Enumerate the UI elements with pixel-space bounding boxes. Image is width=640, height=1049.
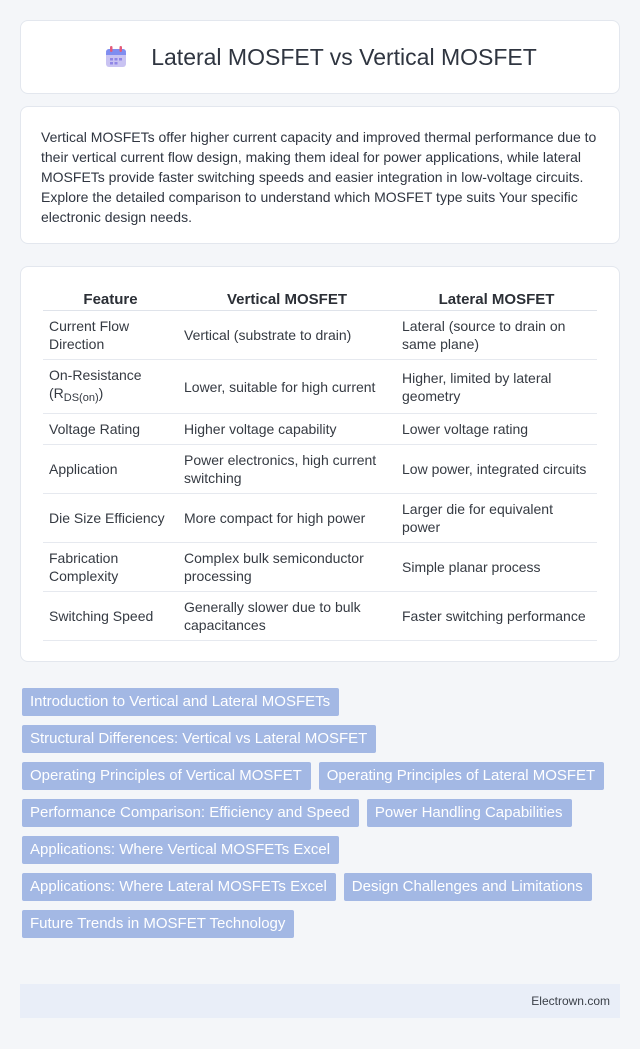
row-lateral: Lateral (source to drain on same plane) bbox=[396, 311, 597, 360]
row-vertical: Generally slower due to bulk capacitances bbox=[178, 592, 396, 641]
rds-close: ) bbox=[98, 385, 104, 401]
row-lateral: Simple planar process bbox=[396, 543, 597, 592]
tag-applications-vertical[interactable]: Applications: Where Vertical MOSFETs Excel bbox=[22, 836, 339, 864]
row-lateral: Lower voltage rating bbox=[396, 414, 597, 445]
topic-tags bbox=[22, 688, 620, 938]
table-row bbox=[43, 592, 597, 641]
table-row bbox=[43, 494, 597, 543]
row-lateral: Low power, integrated circuits bbox=[396, 445, 597, 494]
tag-operating-lateral[interactable]: Operating Principles of Lateral MOSFET bbox=[319, 762, 604, 790]
row-vertical: Lower, suitable for high current bbox=[178, 360, 396, 414]
tag-structural-differences[interactable]: Structural Differences: Vertical vs Lateral MOSFET bbox=[22, 725, 376, 753]
tag-design-challenges[interactable]: Design Challenges and Limitations bbox=[344, 873, 592, 901]
table-row bbox=[43, 360, 597, 414]
row-lateral: Larger die for equivalent power bbox=[396, 494, 597, 543]
comparison-table-card bbox=[20, 266, 620, 662]
header-vertical: Vertical MOSFET bbox=[178, 287, 396, 311]
footer-site[interactable]: Electrown.com bbox=[531, 994, 610, 1008]
tag-applications-lateral[interactable]: Applications: Where Lateral MOSFETs Excel bbox=[22, 873, 336, 901]
row-vertical: Higher voltage capability bbox=[178, 414, 396, 445]
tag-power-handling[interactable]: Power Handling Capabilities bbox=[367, 799, 572, 827]
tag-future-trends[interactable]: Future Trends in MOSFET Technology bbox=[22, 910, 294, 938]
row-feature: Switching Speed bbox=[43, 592, 178, 641]
rds-label: On-Resistance (R bbox=[49, 367, 142, 401]
intro-card bbox=[20, 106, 620, 244]
title-card bbox=[20, 20, 620, 94]
table-row bbox=[43, 445, 597, 494]
rds-subscript: DS(on) bbox=[63, 392, 99, 404]
row-feature: Current Flow Direction bbox=[43, 311, 178, 360]
row-vertical: Power electronics, high current switching bbox=[178, 445, 396, 494]
header-feature: Feature bbox=[43, 287, 178, 311]
table-row bbox=[43, 311, 597, 360]
row-lateral: Faster switching performance bbox=[396, 592, 597, 641]
row-feature: Die Size Efficiency bbox=[43, 494, 178, 543]
row-feature bbox=[43, 360, 178, 414]
table-row bbox=[43, 414, 597, 445]
row-feature: Fabrication Complexity bbox=[43, 543, 178, 592]
intro-text: Vertical MOSFETs offer higher current capacity and improved thermal performance due to their vertical current flow design, making them ideal for power applications, while lateral MOSFETs provide faster switching speeds and easier integration in low-voltage circuits. Explore the detailed comparison to understand which MOSFET type suits Your specific electronic design needs. bbox=[41, 129, 597, 225]
row-feature: Voltage Rating bbox=[43, 414, 178, 445]
row-vertical: Complex bulk semiconductor processing bbox=[178, 543, 396, 592]
calendar-icon bbox=[103, 44, 129, 70]
row-lateral: Higher, limited by lateral geometry bbox=[396, 360, 597, 414]
tag-introduction[interactable]: Introduction to Vertical and Lateral MOSFETs bbox=[22, 688, 339, 716]
comparison-table bbox=[43, 287, 597, 641]
row-vertical: More compact for high power bbox=[178, 494, 396, 543]
tag-performance-comparison[interactable]: Performance Comparison: Efficiency and Speed bbox=[22, 799, 359, 827]
row-vertical: Vertical (substrate to drain) bbox=[178, 311, 396, 360]
row-feature: Application bbox=[43, 445, 178, 494]
tag-operating-vertical[interactable]: Operating Principles of Vertical MOSFET bbox=[22, 762, 311, 790]
footer bbox=[20, 984, 620, 1018]
page-title: Lateral MOSFET vs Vertical MOSFET bbox=[151, 43, 537, 70]
table-header-row bbox=[43, 287, 597, 311]
header-lateral: Lateral MOSFET bbox=[396, 287, 597, 311]
table-row bbox=[43, 543, 597, 592]
